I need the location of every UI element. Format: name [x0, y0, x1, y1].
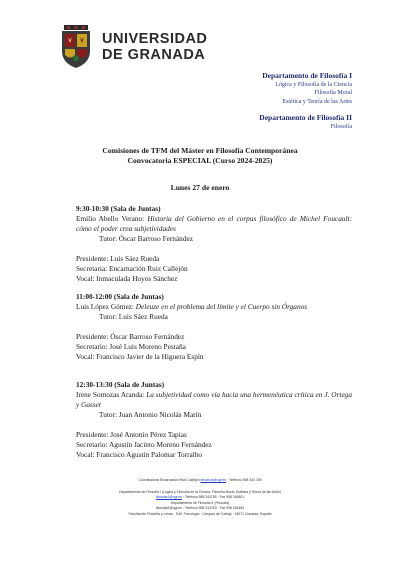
university-name-line2: DE GRANADA	[102, 47, 206, 63]
footer-department-2: Departamento de Filosofía II (Filosofía)	[170, 500, 230, 505]
document-title	[0, 146, 400, 166]
session-thesis	[76, 390, 352, 410]
session-date: Lunes 27 de enero	[170, 183, 230, 192]
thesis-tutor: Tutor: Óscar Barroso Fernández	[99, 234, 193, 243]
department-area: Lógica y Filosofía de la Ciencia	[275, 81, 352, 88]
committee-vocal: Vocal: Francisco Javier de la Higuera Espín	[76, 352, 204, 361]
session-thesis	[76, 302, 352, 312]
footer-department-1: Departamento de Filosofía I (Lógica y Filosofía de la Ciencia, Filosofía Moral, Estética y Teoría de las Artes)	[119, 489, 281, 494]
committee-secretary: Secretario: José Luis Moreno Pestaña	[76, 342, 186, 351]
footer-contact	[40, 478, 360, 518]
university-logo	[58, 24, 207, 70]
committee-president: Presidente: José Antonio Pérez Tapias	[76, 430, 187, 439]
footer-department-1-contact: filosofia1@ugr.es · Teléfono 958 243785 · Fax 958 248801	[155, 495, 245, 500]
session-block-1	[76, 204, 352, 284]
footer-address: Facultad de Filosofía y Letras · Edif. Psicología · Campus de Cartuja · 18071 Granada, España	[128, 511, 272, 516]
thesis-title: Deleuze en el problema del límite y el Cuerpo sin Órganos	[135, 302, 308, 311]
department-area: Estética y Teoría de las Artes	[282, 98, 352, 105]
department-name: Departamento de Filosofía II	[259, 113, 352, 122]
committee-vocal: Vocal: Francisco Agustín Palomar Torralbo	[76, 450, 203, 459]
committee-president: Presidente: Luis Sáez Rueda	[76, 254, 160, 263]
committee-vocal: Vocal: Inmaculada Hoyos Sánchez	[76, 274, 178, 283]
thesis-author: Emilio Abello Verano:	[76, 214, 145, 223]
session-time: 11:00-12:00 (Sala de Juntas)	[76, 292, 164, 301]
thesis-tutor: Tutor: Juan Antonio Nicolás Marín	[99, 410, 202, 419]
session-block-2	[76, 292, 352, 362]
university-crest-icon	[58, 25, 94, 69]
department-area: Filosofía	[330, 123, 352, 130]
thesis-title: La subjetividad como vía hacia una hermenéutica crítica en J. Ortega y Gasset	[76, 390, 352, 409]
title-line2: Convocatoria ESPECIAL (Curso 2024-2025)	[127, 156, 273, 165]
department-block-1	[262, 72, 352, 106]
session-thesis	[76, 214, 352, 234]
thesis-title: Historia del Gobierno en el corpus filosófico de Michel Foucault: cómo el poder crea subjetividades	[76, 214, 352, 233]
department-area: Filosofía Moral	[314, 90, 352, 96]
department-1-email-link[interactable]: filosofia1@ugr.es	[155, 495, 182, 500]
footer-department-2-contact: filosofia2@ugr.es · Teléfono 958 243783 · Fax 958 246484	[155, 506, 245, 511]
session-time: 12:30-13:30 (Sala de Juntas)	[76, 380, 165, 389]
coordinator-email-link[interactable]: encaruiz@ugr.es	[200, 478, 227, 482]
university-name-line1: UNIVERSIDAD	[102, 31, 208, 47]
thesis-author: Irene Somozas Aranda:	[76, 390, 145, 399]
committee-president: Presidente: Óscar Barroso Fernández	[76, 332, 185, 341]
session-block-3	[76, 380, 352, 460]
footer-coordinator: Coordinadora Encarnación Ruiz Callejón encaruiz@ugr.es · Teléfono 958 240 159	[138, 478, 262, 482]
committee-secretary: Secretaria: Encarnación Ruiz Callejón	[76, 264, 188, 273]
committee-secretary: Secretario: Agustín Jacinto Moreno Fernández	[76, 440, 212, 449]
department-name: Departamento de Filosofía I	[262, 71, 352, 80]
title-line1: Comisiones de TFM del Máster en Filosofía Contemporánea	[102, 146, 298, 155]
thesis-tutor: Tutor: Luis Sáez Rueda	[99, 312, 168, 321]
department-block-2	[259, 114, 352, 131]
thesis-author: Luis López Gómez:	[76, 302, 134, 311]
session-time: 9:30-10:30 (Sala de Juntas)	[76, 204, 161, 213]
